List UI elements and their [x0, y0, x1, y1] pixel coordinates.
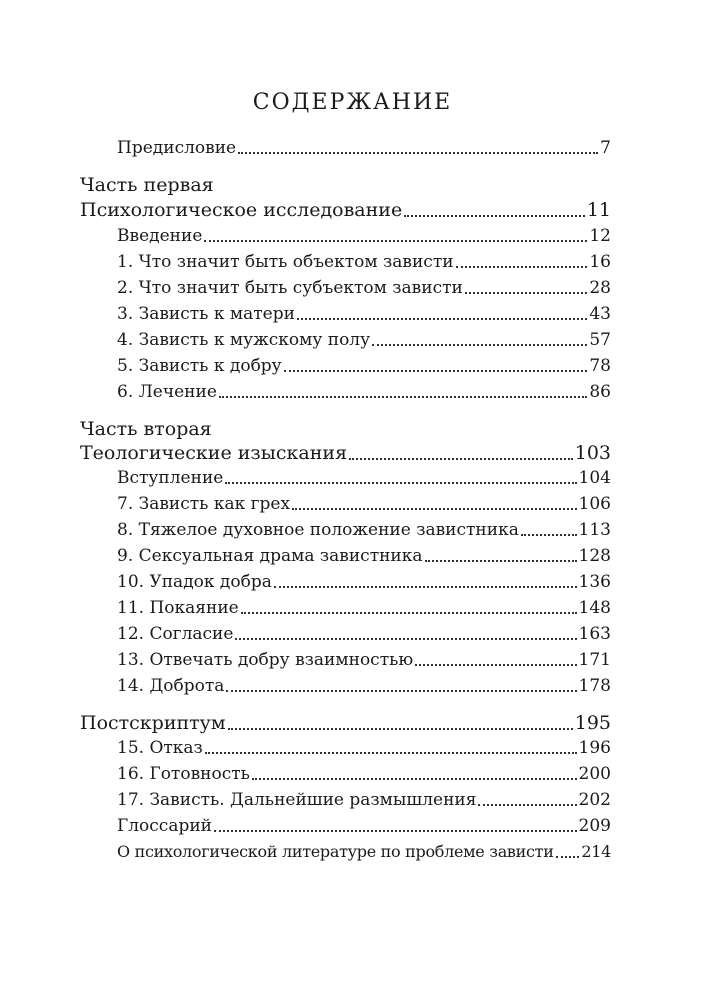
part1-label: Часть первая — [80, 174, 214, 196]
entry-page: 43 — [589, 304, 611, 324]
leader-dots — [228, 728, 573, 730]
entry-page: 171 — [578, 650, 611, 670]
entry-title: 6. Лечение — [117, 382, 217, 402]
entry-title: 13. Отвечать добру взаимностью — [117, 650, 414, 670]
entry-page: 202 — [578, 790, 611, 810]
toc-entry — [117, 302, 611, 326]
entry-page: 86 — [589, 382, 611, 402]
leader-dots — [226, 690, 576, 692]
entry-title: 17. Зависть. Дальнейшие размышления — [117, 790, 477, 810]
toc-entry — [117, 328, 611, 352]
toc-entry — [117, 736, 611, 760]
entry-page: 136 — [578, 572, 611, 592]
toc-entry — [117, 354, 611, 378]
entry-title: Постскриптум — [80, 712, 226, 734]
leader-dots — [292, 508, 576, 510]
entry-title: Предисловие — [117, 138, 237, 158]
entry-page: 104 — [578, 468, 611, 488]
entry-page: 106 — [578, 494, 611, 514]
leader-dots — [205, 752, 577, 754]
leader-dots — [204, 240, 587, 242]
entry-page: 7 — [600, 138, 611, 158]
toc-entry — [117, 596, 611, 620]
toc-entry — [117, 544, 611, 568]
toc-entry — [117, 788, 611, 812]
toc-entry — [117, 622, 611, 646]
toc-entry — [117, 762, 611, 786]
toc-entry — [117, 276, 611, 300]
entry-title: Психологическое исследование — [80, 199, 403, 221]
entry-page: 200 — [578, 764, 611, 784]
entry-page: 28 — [589, 278, 611, 298]
entry-title: 4. Зависть к мужскому полу — [117, 330, 371, 350]
toc-entry — [117, 570, 611, 594]
entry-title: 9. Сексуальная драма завистника — [117, 546, 423, 566]
entry-page: 128 — [578, 546, 611, 566]
toc-entry — [117, 518, 611, 542]
toc-entry-part1 — [80, 197, 611, 223]
toc-entry-postscript — [80, 710, 611, 736]
leader-dots — [425, 560, 577, 562]
entry-page: 209 — [578, 816, 611, 836]
entry-title: Введение — [117, 226, 203, 246]
entry-page: 113 — [578, 520, 611, 540]
toc-entry — [117, 380, 611, 404]
toc-entry — [117, 492, 611, 516]
leader-dots — [556, 856, 580, 858]
page-title: СОДЕРЖАНИЕ — [252, 90, 453, 115]
part2-label: Часть вторая — [80, 418, 212, 440]
entry-page: 178 — [578, 676, 611, 696]
leader-dots — [297, 318, 587, 320]
entry-page: 103 — [574, 442, 611, 464]
toc-entry — [117, 840, 611, 864]
entry-title: 11. Покаяние — [117, 598, 239, 618]
entry-title: Глоссарий — [117, 816, 213, 836]
entry-page: 57 — [589, 330, 611, 350]
toc-entry-part2 — [80, 440, 611, 466]
entry-page: 78 — [589, 356, 611, 376]
toc-entry — [117, 224, 611, 248]
toc-entry — [117, 674, 611, 698]
entry-title: 7. Зависть как грех — [117, 494, 291, 514]
leader-dots — [238, 152, 598, 154]
leader-dots — [404, 215, 585, 217]
entry-title: О психологической литературе по проблеме зависти — [117, 842, 554, 861]
entry-page: 195 — [574, 712, 611, 734]
toc-entry — [117, 648, 611, 672]
entry-title: 15. Отказ — [117, 738, 203, 758]
leader-dots — [465, 292, 588, 294]
entry-page: 163 — [578, 624, 611, 644]
entry-page: 148 — [578, 598, 611, 618]
leader-dots — [372, 344, 587, 346]
entry-title: 2. Что значит быть субъектом зависти — [117, 278, 463, 298]
toc-entry — [117, 814, 611, 838]
leader-dots — [235, 638, 576, 640]
entry-title: Вступление — [117, 468, 224, 488]
leader-dots — [521, 534, 577, 536]
entry-title: Теологические изыскания — [80, 442, 348, 464]
entry-title: 12. Согласие — [117, 624, 234, 644]
entry-title: 1. Что значит быть объектом зависти — [117, 252, 454, 272]
leader-dots — [219, 396, 587, 398]
entry-title: 5. Зависть к добру — [117, 356, 282, 376]
entry-page: 12 — [589, 226, 611, 246]
leader-dots — [214, 830, 577, 832]
leader-dots — [252, 778, 577, 780]
leader-dots — [284, 370, 588, 372]
leader-dots — [349, 458, 573, 460]
entry-title: 8. Тяжелое духовное положение завистника — [117, 520, 519, 540]
entry-title: 14. Доброта — [117, 676, 225, 696]
leader-dots — [241, 612, 577, 614]
entry-page: 11 — [586, 199, 611, 221]
entry-page: 16 — [589, 252, 611, 272]
entry-title: 3. Зависть к матери — [117, 304, 295, 324]
entry-page: 196 — [578, 738, 611, 758]
leader-dots — [274, 586, 577, 588]
toc-entry — [117, 250, 611, 274]
toc-entry — [117, 466, 611, 490]
entry-title: 10. Упадок добра — [117, 572, 272, 592]
toc-entry-preface — [117, 136, 611, 160]
leader-dots — [225, 482, 576, 484]
leader-dots — [456, 266, 588, 268]
leader-dots — [415, 664, 576, 666]
leader-dots — [478, 804, 576, 806]
entry-title: 16. Готовность — [117, 764, 250, 784]
entry-page: 214 — [581, 842, 611, 861]
